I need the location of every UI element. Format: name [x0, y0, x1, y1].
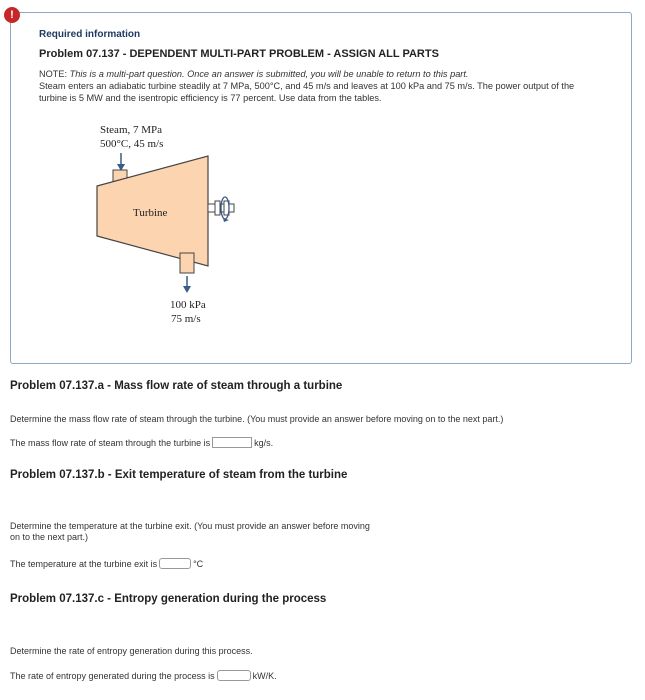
- part-b-unit: °C: [193, 558, 204, 569]
- part-b-question: [10, 521, 430, 543]
- part-b-answer-prefix: The temperature at the turbine exit is: [10, 558, 158, 569]
- mass-flow-rate-input[interactable]: [212, 437, 252, 448]
- part-a-title: Problem 07.137.a - Mass flow rate of steam through a turbine: [10, 380, 343, 392]
- entropy-generation-input[interactable]: [217, 670, 251, 681]
- note-text: This is a multi-part question. Once an answer is submitted, you will be unable to return to this part.: [69, 69, 469, 79]
- problem-statement: Steam enters an adiabatic turbine steadily at 7 MPa, 500°C, and 45 m/s and leaves at 100 kPa and 75 m/s. The power output of the turbine is 5 MW and the isentropic efficiency is 77 percent. Use data from the tables.: [39, 81, 575, 103]
- part-a-answer-prefix: The mass flow rate of steam through the turbine is: [10, 437, 211, 448]
- part-a-question: Determine the mass flow rate of steam through the turbine. (You must provide an answer before moving on to the next part.): [10, 414, 504, 424]
- part-b-question-line2: on to the next part.): [10, 532, 89, 542]
- part-c-question: Determine the rate of entropy generation during this process.: [10, 646, 253, 656]
- inlet-arrow: [117, 153, 125, 171]
- part-c-answer-prefix: The rate of entropy generated during the process is: [10, 670, 215, 681]
- alert-icon: !: [4, 7, 20, 23]
- outlet-arrow: [183, 276, 191, 293]
- part-a-unit: kg/s.: [254, 437, 274, 448]
- part-b-answer-row: [10, 558, 203, 569]
- part-b-question-line1: Determine the temperature at the turbine exit. (You must provide an answer before moving: [10, 521, 370, 531]
- outlet-pipe: [180, 253, 194, 273]
- part-b-title: Problem 07.137.b - Exit temperature of steam from the turbine: [10, 469, 348, 481]
- exit-temperature-input[interactable]: [159, 558, 191, 569]
- problem-title: Problem 07.137 - DEPENDENT MULTI-PART PROBLEM - ASSIGN ALL PARTS: [39, 48, 439, 60]
- outlet-label-velocity: 75 m/s: [171, 313, 201, 325]
- part-c-title: Problem 07.137.c - Entropy generation during the process: [10, 593, 327, 605]
- problem-description: [39, 68, 599, 104]
- outlet-label-pressure: 100 kPa: [170, 299, 206, 311]
- turbine-label: Turbine: [133, 207, 168, 219]
- part-c-answer-row: [10, 670, 277, 681]
- inlet-label-pressure: Steam, 7 MPa: [100, 124, 163, 136]
- part-a-answer-row: [10, 437, 273, 448]
- note-label: NOTE:: [39, 69, 70, 79]
- required-information-label: Required information: [39, 29, 141, 40]
- part-c-unit: kW/K.: [252, 670, 277, 681]
- inlet-label-conditions: 500°C, 45 m/s: [100, 138, 164, 150]
- turbine-diagram: [85, 118, 285, 358]
